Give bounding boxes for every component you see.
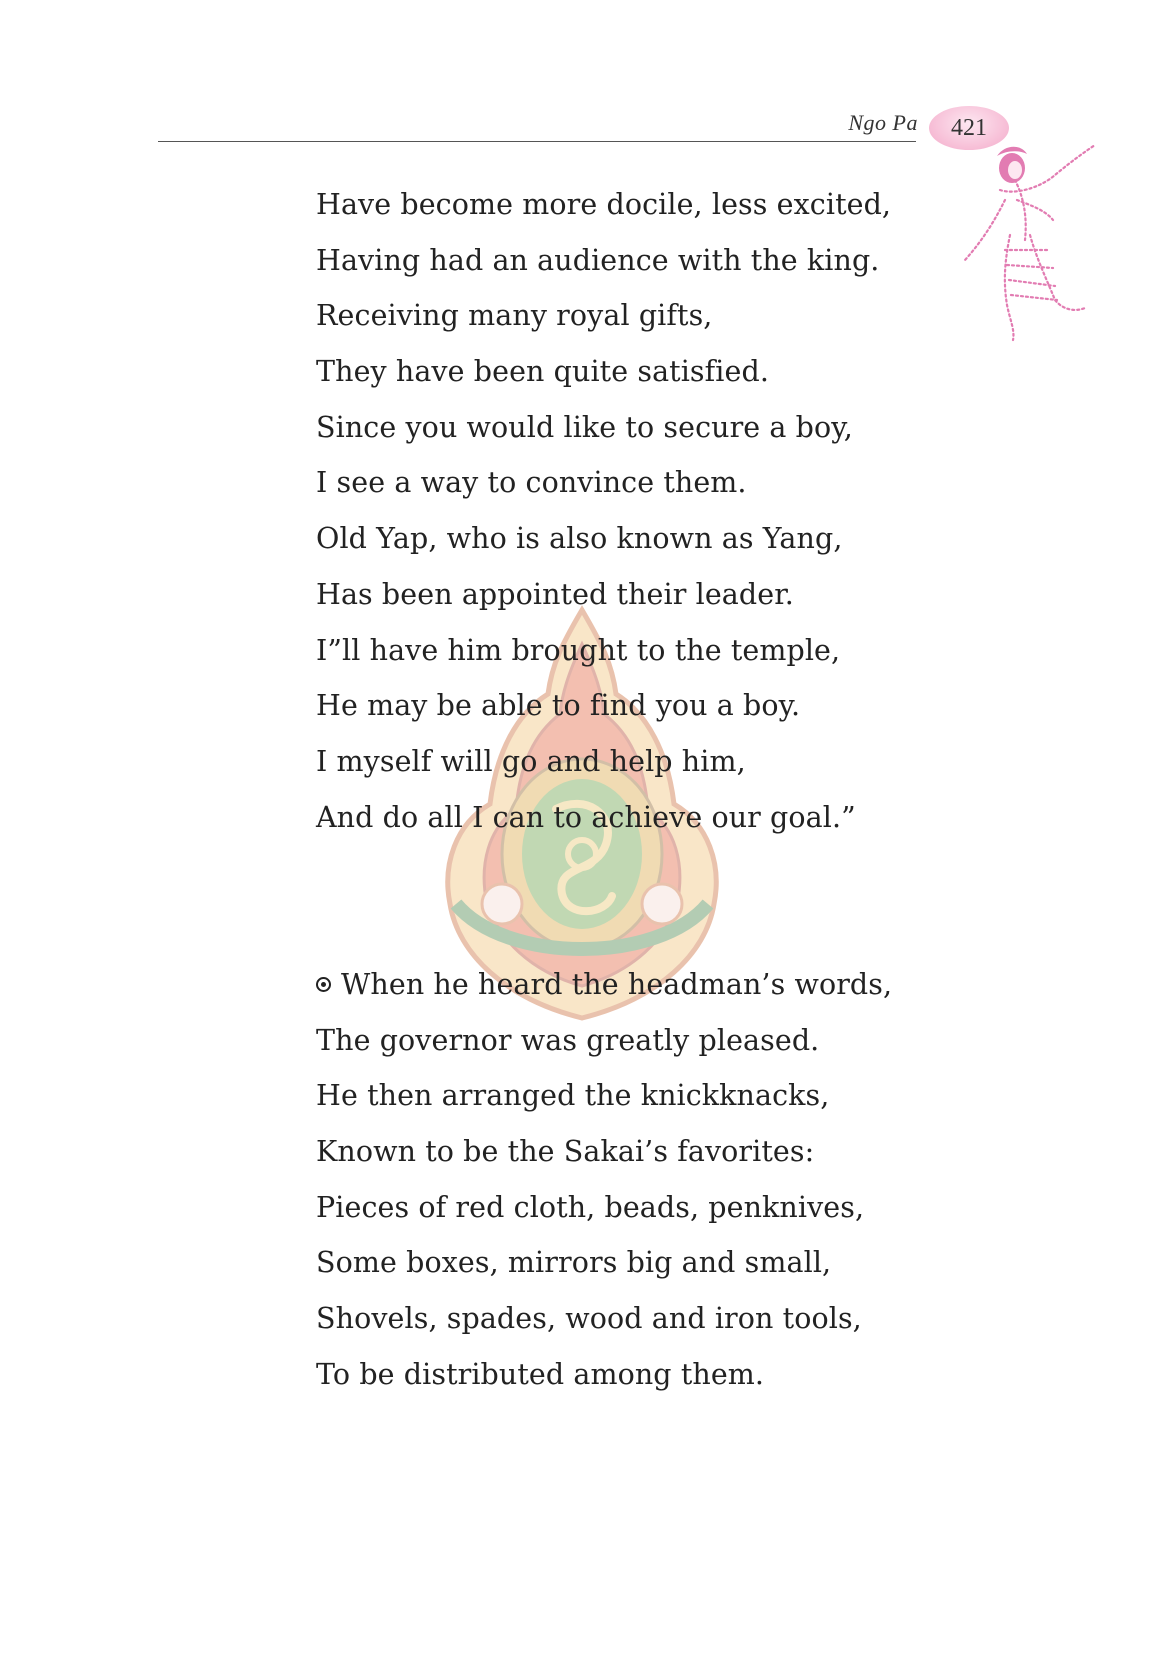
- verse-line: Has been appointed their leader.: [316, 577, 794, 611]
- verse-stanza-2: [316, 960, 892, 1406]
- verse-line: Pieces of red cloth, beads, penknives,: [316, 1190, 865, 1224]
- verse-line: Shovels, spades, wood and iron tools,: [316, 1302, 862, 1336]
- verse-line: Old Yap, who is also known as Yang,: [316, 522, 843, 556]
- verse-line: He then arranged the knickknacks,: [316, 1079, 830, 1113]
- verse-line: The governor was greatly pleased.: [316, 1023, 820, 1057]
- verse-stanza-1: [316, 180, 891, 848]
- verse-line: Some boxes, mirrors big and small,: [316, 1246, 832, 1280]
- page-number: 421: [951, 114, 987, 141]
- circled-dot-bullet-icon: [316, 977, 331, 992]
- verse-line: And do all I can to achieve our goal.”: [316, 800, 856, 834]
- verse-line: I see a way to convince them.: [316, 466, 747, 500]
- running-title: Ngo Pa: [848, 110, 918, 135]
- verse-line: Since you would like to secure a boy,: [316, 410, 853, 444]
- verse-line: Have become more docile, less excited,: [316, 188, 892, 221]
- verse-line-bulleted: [316, 960, 892, 1016]
- verse-line: Having had an audience with the king.: [316, 243, 880, 277]
- verse-line: Receiving many royal gifts,: [316, 299, 713, 333]
- verse-line: They have been quite satisfied.: [316, 355, 769, 389]
- verse-line: He may be able to find you a boy.: [316, 689, 801, 723]
- verse-line: I myself will go and help him,: [316, 744, 746, 778]
- header-rule: [158, 141, 916, 142]
- dancing-figure-icon: [955, 140, 1125, 350]
- verse-line: I”ll have him brought to the temple,: [316, 633, 841, 667]
- verse-line: To be distributed among them.: [316, 1357, 765, 1391]
- verse-line: Known to be the Sakai’s favorites:: [316, 1135, 815, 1169]
- verse-line-text: When he heard the headman’s words,: [341, 968, 893, 1001]
